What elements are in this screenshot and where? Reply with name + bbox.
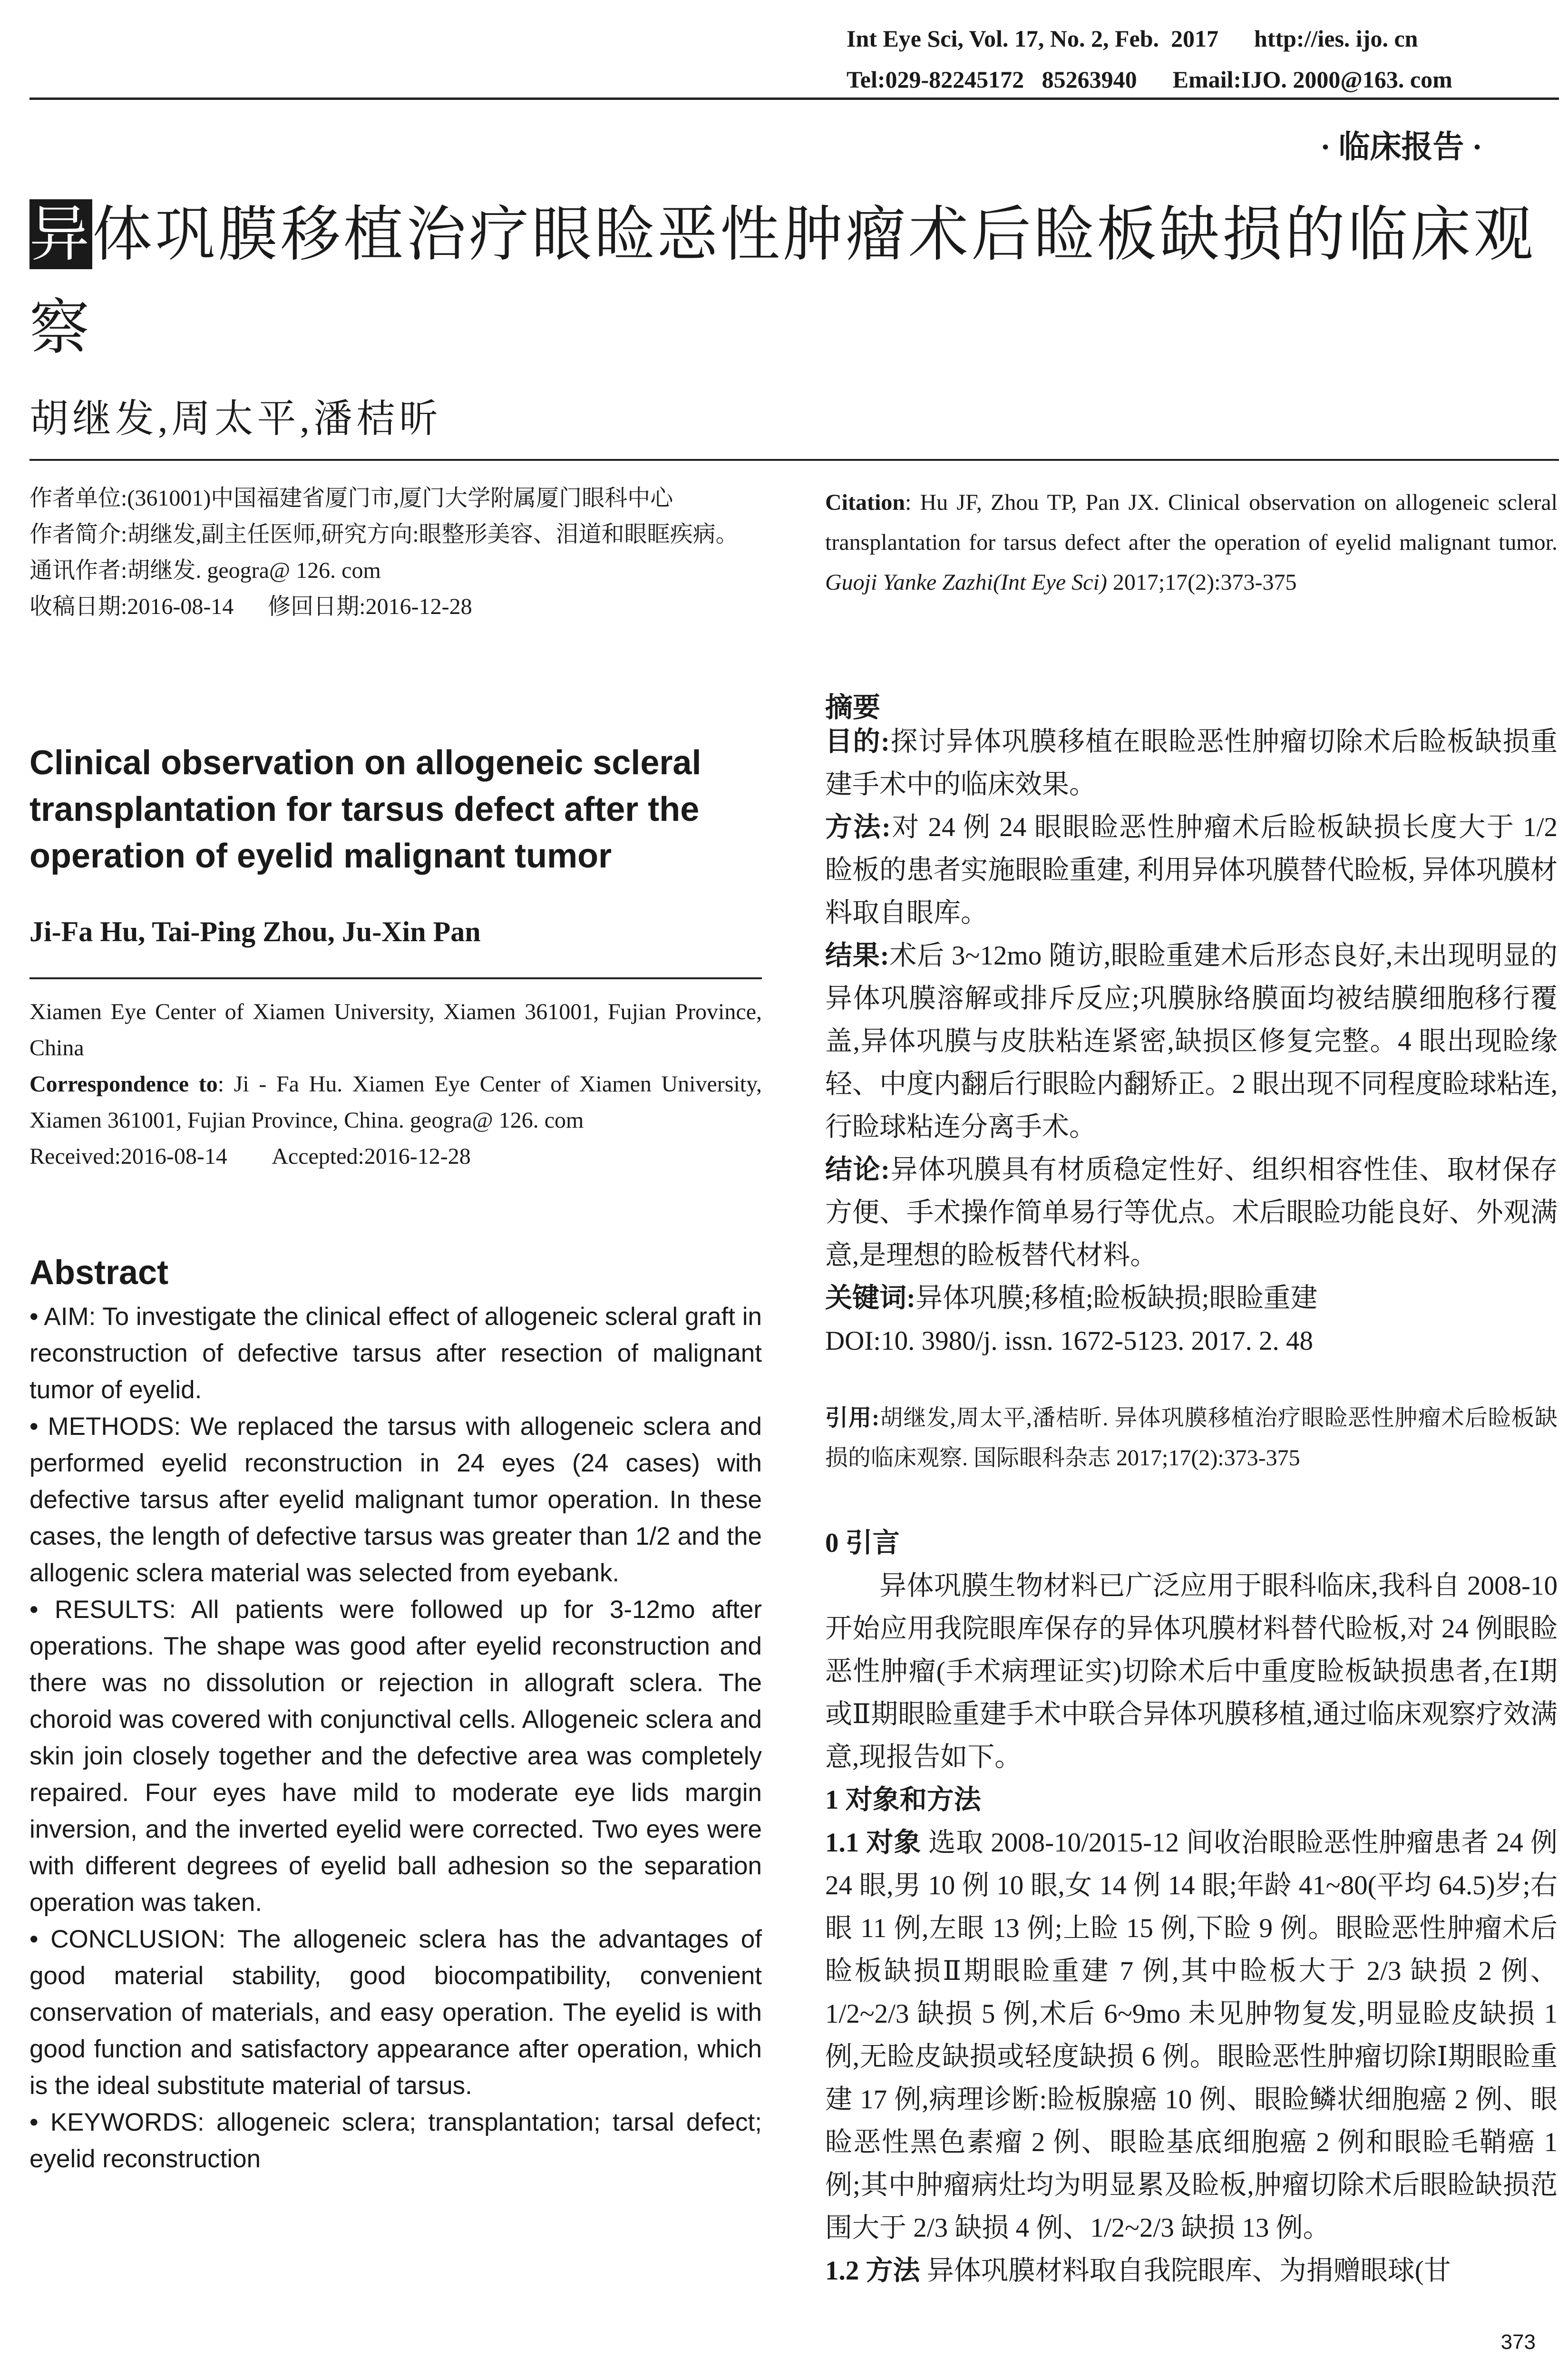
title-rest: 体巩膜移植治疗眼睑恶性肿瘤术后睑板缺损的临床观察 [29, 199, 1536, 362]
method-label: 1.2 方法 [825, 2256, 920, 2286]
author-profile-cn: 作者简介:胡继发,副主任医师,研究方向:眼整形美容、泪道和眼眶疾病。 [29, 522, 739, 547]
correspondence-text: : Ji - Fa Hu. Xiamen Eye Center of Xiamen University, Xiamen 361001, Fujian Province, China. geogra@ 126. com [29, 1072, 762, 1133]
journal-header-line1: Int Eye Sci, Vol. 17, No. 2, Feb. 2017 http://ies. ijo. cn [847, 25, 1418, 52]
author-affiliation-cn: 作者单位:(361001)中国福建省厦门市,厦门大学附属厦门眼科中心 [29, 486, 673, 511]
authors-rule [29, 977, 762, 979]
body-text [825, 1522, 1558, 2292]
jieguo-label: 结果: [825, 941, 889, 971]
conclusion-label: • CONCLUSION: [29, 1925, 226, 1953]
correspondence [29, 1066, 762, 1139]
aim-label: • AIM: [29, 1303, 96, 1331]
doi: DOI:10. 3980/j. issn. 1672-5123. 2017. 2. 48 [825, 1326, 1313, 1356]
keywords-text: allogeneic sclera; transplantation; tarsal defect; eyelid reconstruction [29, 2108, 762, 2173]
cn-keywords-text: 异体巩膜;移植;睑板缺损;眼睑重建 [915, 1283, 1318, 1313]
subjects-label: 1.1 对象 [825, 1828, 922, 1858]
page-number: 373 [1500, 2330, 1536, 2354]
cn-keywords-label: 关键词: [825, 1283, 915, 1313]
zhaiyao-fangfa [825, 806, 1558, 935]
citation-text: : Hu JF, Zhou TP, Pan JX. Clinical observation on allogeneic scleral transplantation for tarsus defect after the operation of eyelid malignant tumor. [825, 490, 1558, 555]
heading-methods: 1 对象和方法 [825, 1785, 981, 1815]
results-label: • RESULTS: [29, 1596, 176, 1624]
methods-label: • METHODS: [29, 1413, 181, 1441]
received-accepted: Received:2016-08-14 Accepted:2016-12-28 [29, 1144, 471, 1169]
citation-tail: 2017;17(2):373-375 [1107, 570, 1297, 595]
zhaiyao-body [825, 721, 1558, 1363]
authors-chinese: 胡继发,周太平,潘桔昕 [29, 397, 442, 440]
zhaiyao-heading: 摘要 [825, 692, 881, 723]
cn-citation [825, 1398, 1558, 1478]
abstract-methods [29, 1408, 762, 1591]
method-text: 异体巩膜材料取自我院眼库、为捐赠眼球(甘 [920, 2256, 1451, 2286]
article-title [29, 188, 1551, 374]
jielun-label: 结论: [825, 1155, 890, 1185]
english-authors: Ji-Fa Hu, Tai-Ping Zhou, Ju-Xin Pan [29, 916, 481, 947]
mudi-text: 探讨异体巩膜移植在眼睑恶性肿瘤切除术后睑板缺损重建手术中的临床效果。 [825, 727, 1558, 799]
english-title: Clinical observation on allogeneic scleral transplantation for tarsus defect after the operation of eyelid malignant tumor [29, 744, 701, 875]
methods-text: We replaced the tarsus with allogeneic sclera and performed eyelid reconstruction in 24 eyes (24 cases) with defective tarsus after eyelid malignant tumor operation. In these cases, the length of defective tarsus was greater than 1/2 and the allogenic sclera material was selected from eyebank. [29, 1413, 762, 1587]
zhaiyao-mudi [825, 721, 1558, 806]
abstract-conclusion [29, 1921, 762, 2104]
zhaiyao-keywords [825, 1277, 1558, 1320]
abstract-results [29, 1591, 762, 1921]
english-affiliation-block [29, 994, 762, 1175]
correspondence-label: Correspondence to [29, 1072, 218, 1097]
method-paragraph [825, 2250, 1558, 2292]
dates-cn: 收稿日期:2016-08-14 修回日期:2016-12-28 [29, 594, 472, 619]
header-rule [29, 97, 1559, 100]
fangfa-text: 对 24 例 24 眼眼睑恶性肿瘤术后睑板缺损长度大于 1/2 睑板的患者实施眼睑重建, 利用异体巩膜替代睑板, 异体巩膜材料取自眼库。 [825, 812, 1558, 928]
abstract-keywords [29, 2104, 762, 2177]
cn-citation-label: 引用: [825, 1405, 880, 1431]
citation-journal: Guoji Yanke Zazhi(Int Eye Sci) [825, 570, 1107, 595]
title-first-char: 异 [29, 199, 92, 269]
introduction-paragraph: 异体巩膜生物材料已广泛应用于眼科临床,我科自 2008-10 开始应用我院眼库保存的异体巩膜材料替代睑板,对 24 例眼睑恶性肿瘤(手术病理证实)切除术后中重度睑板缺损患者,在Ⅰ期或Ⅱ期眼睑重建手术中联合异体巩膜移植,通过临床观察疗效满意,现报告如下。 [825, 1571, 1558, 1772]
subjects-text: 选取 2008-10/2015-12 间收治眼睑恶性肿瘤患者 24 例 24 眼,男 10 例 10 眼,女 14 例 14 眼;年龄 41~80(平均 64.5)岁;右眼 11 例,左眼 13 例;上睑 15 例,下睑 9 例。眼睑恶性肿瘤术后睑板缺损Ⅱ期眼睑重建 7 例,其中睑板大于 2/3 缺损 2 例、1/2~2/3 缺损 5 例,术后 6~9mo 未见肿物复发,明显睑皮缺损 1 例,无睑皮缺损或轻度缺损 6 例。眼睑恶性肿瘤切除Ⅰ期眼睑重建 17 例,病理诊断:睑板腺癌 10 例、眼睑鳞状细胞癌 2 例、眼睑恶性黑色素瘤 2 例、眼睑基底细胞癌 2 例和眼睑毛鞘癌 1 例;其中肿瘤病灶均为明显累及睑板,肿瘤切除术后眼睑缺损范围大于 2/3 缺损 4 例、1/2~2/3 缺损 13 例。 [825, 1828, 1558, 2243]
results-text: All patients were followed up for 3-12mo after operations. The shape was good after eyelid reconstruction and there was no dissolution or rejection in allograft sclera. The choroid was covered with conjunctival cells. Allogeneic sclera and skin join closely together and the defective area was completely repaired. Four eyes have mild to moderate eye lids margin inversion, and the inverted eyelid were corrected. Two eyes were with different degrees of eyelid ball adhesion so the separation operation was taken. [29, 1596, 762, 1917]
cn-citation-text: 胡继发,周太平,潘桔昕. 异体巩膜移植治疗眼睑恶性肿瘤术后睑板缺损的临床观察. 国际眼科杂志 2017;17(2):373-375 [825, 1405, 1558, 1471]
heading-introduction: 0 引言 [825, 1528, 900, 1558]
aim-text: To investigate the clinical effect of allogeneic scleral graft in reconstruction of defective tarsus after resection of malignant tumor of eyelid. [29, 1303, 762, 1404]
author-info [29, 480, 762, 625]
title-rule [29, 459, 1559, 461]
citation [825, 483, 1558, 603]
conclusion-text: The allogeneic sclera has the advantages of good material stability, good biocompatibility, convenient conservation of materials, and easy operation. The eyelid is with good function and satisfactory appearance after operation, which is the ideal substitute material of tarsus. [29, 1925, 762, 2100]
zhaiyao-jielun [825, 1149, 1558, 1277]
journal-header-line2: Tel:029-82245172 85263940 Email:IJO. 2000@163. com [847, 66, 1452, 93]
citation-label: Citation [825, 490, 905, 515]
jieguo-text: 术后 3~12mo 随访,眼睑重建术后形态良好,未出现明显的异体巩膜溶解或排斥反应;巩膜脉络膜面均被结膜细胞移行覆盖,异体巩膜与皮肤粘连紧密,缺损区修复完整。4 眼出现睑缘轻、中度内翻后行眼睑内翻矫正。2 眼出现不同程度睑球粘连,行睑球粘连分离手术。 [825, 941, 1558, 1142]
abstract-heading: Abstract [29, 1254, 169, 1292]
jielun-text: 异体巩膜具有材质稳定性好、组织相容性佳、取材保存方便、手术操作简单易行等优点。术后眼睑功能良好、外观满意,是理想的睑板替代材料。 [825, 1155, 1558, 1270]
zhaiyao-jieguo [825, 935, 1558, 1149]
mudi-label: 目的: [825, 727, 890, 757]
abstract-body [29, 1298, 762, 2177]
section-tag: · 临床报告 · [1320, 130, 1482, 165]
english-affiliation: Xiamen Eye Center of Xiamen University, Xiamen 361001, Fujian Province, China [29, 999, 762, 1061]
fangfa-label: 方法: [825, 812, 891, 842]
subjects-paragraph [825, 1822, 1558, 2250]
keywords-label: • KEYWORDS: [29, 2108, 205, 2136]
corresponding-author-cn: 通讯作者:胡继发. geogra@ 126. com [29, 558, 381, 583]
abstract-aim [29, 1298, 762, 1408]
